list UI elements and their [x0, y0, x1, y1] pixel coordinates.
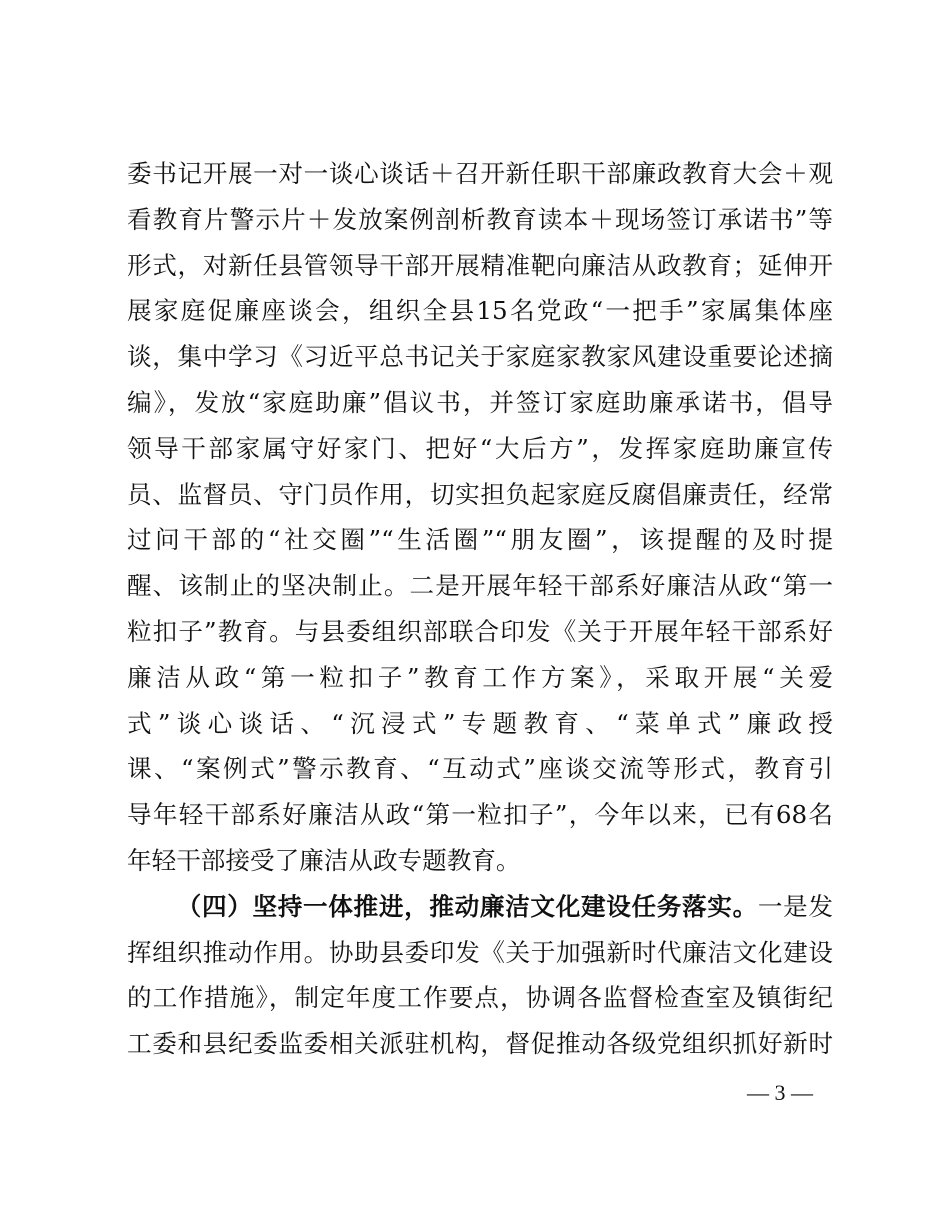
section-first-line — [127, 884, 833, 930]
text-line: 课、“案例式”警示教育、“互动式”座谈交流等形式，教育引 — [127, 754, 833, 784]
text-line: 式”谈心谈话、“沉浸式”专题教育、“菜单式”廉政授 — [127, 708, 833, 738]
text-line: 挥组织推动作用。协助县委印发《关于加强新时代廉洁文化建设 — [127, 937, 833, 967]
text-line: 展家庭促廉座谈会，组织全县15名党政“一把手”家属集体座 — [127, 296, 833, 326]
text-line: 员、监督员、守门员作用，切实担负起家庭反腐倡廉责任，经常 — [127, 479, 833, 509]
body-text — [127, 151, 833, 1067]
text-line: 看教育片警示片＋发放案例剖析教育读本＋现场签订承诺书”等 — [127, 204, 833, 234]
text-line: 粒扣子”教育。与县委组织部联合印发《关于开展年轻干部系好 — [127, 616, 833, 646]
text-line: 形式，对新任县管领导干部开展精准靶向廉洁从政教育；延伸开 — [127, 250, 833, 280]
text-line: 的工作措施》，制定年度工作要点，协调各监督检查室及镇街纪 — [127, 983, 833, 1013]
text-line: 领导干部家属守好家门、把好“大后方”，发挥家庭助廉宣传 — [127, 433, 833, 463]
text-line: 醒、该制止的坚决制止。二是开展年轻干部系好廉洁从政“第一 — [127, 571, 833, 601]
text-line: 导年轻干部系好廉洁从政“第一粒扣子”，今年以来，已有68名 — [127, 800, 833, 830]
page-number: — 3 — — [747, 1080, 813, 1105]
text-line: 谈，集中学习《习近平总书记关于家庭家教家风建设重要论述摘 — [127, 342, 833, 372]
text-line: 编》，发放“家庭助廉”倡议书，并签订家庭助廉承诺书，倡导 — [127, 387, 833, 417]
section-heading: （四）坚持一体推进，推动廉洁文化建设任务落实。 — [176, 891, 758, 921]
text-line: 工委和县纪委监委相关派驻机构，督促推动各级党组织抓好新时 — [127, 1029, 833, 1059]
text-line: 廉洁从政“第一粒扣子”教育工作方案》，采取开展“关爱 — [127, 662, 833, 692]
section-first-line-rest: 一是发 — [757, 891, 833, 921]
text-line: 委书记开展一对一谈心谈话＋召开新任职干部廉政教育大会＋观 — [127, 159, 833, 188]
text-line: 年轻干部接受了廉洁从政专题教育。 — [127, 845, 521, 875]
text-line: 过问干部的“社交圈”“生活圈”“朋友圈”，该提醒的及时提 — [127, 525, 833, 555]
